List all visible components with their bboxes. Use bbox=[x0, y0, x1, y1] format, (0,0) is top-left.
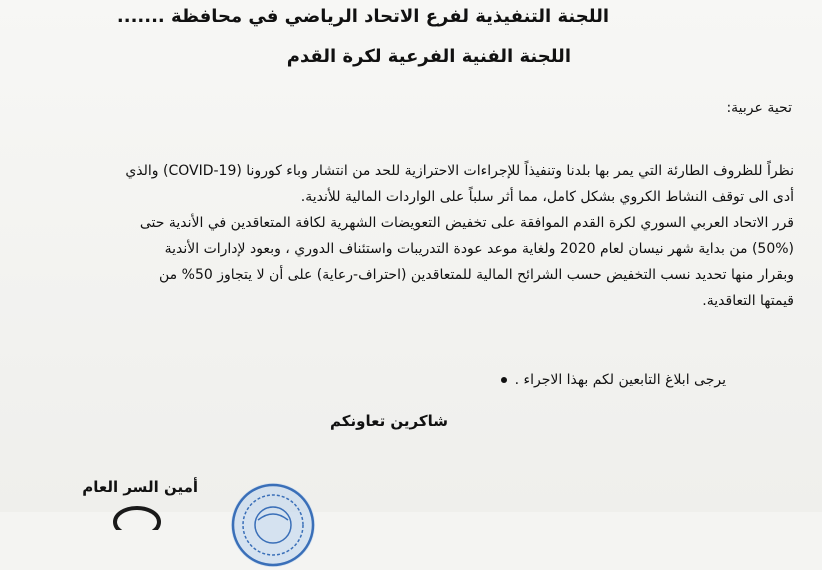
bullet-dot-icon bbox=[501, 377, 507, 383]
header-title-line1: اللجنة التنفيذية لفرع الاتحاد الرياضي في محافظة ....... bbox=[116, 6, 609, 27]
body-line: وبقرار منها تحديد نسب التخفيض حسب الشرائح المالية للمتعاقدين (احتراف-رعاية) على أن لا يتجاوز 50% من bbox=[159, 267, 794, 283]
signature-title: أمين السر العام bbox=[82, 478, 198, 496]
body-line: قيمتها التعاقدية. bbox=[702, 293, 794, 309]
greeting: تحية عربية: bbox=[726, 100, 792, 116]
body-line: أدى الى توقف النشاط الكروي بشكل كامل، مما أثر سلباً على الواردات المالية للأندية. bbox=[300, 189, 794, 205]
official-seal-icon bbox=[228, 480, 318, 570]
instruction-bullet bbox=[501, 372, 726, 388]
body-line: (50%) من بداية شهر نيسان لعام 2020 ولغاية موعد عودة التدريبات واستئناف الدوري ، وبعود لإدارات الأندية bbox=[164, 241, 794, 257]
closing-thanks: شاكرين تعاونكم bbox=[330, 412, 448, 430]
body-line: نظراً للظروف الطارئة التي يمر بها بلدنا وتنفيذاً للإجراءات الاحترازية للحد من انتشار وباء كورونا (COVID-19) والذي bbox=[125, 163, 794, 179]
body-line: قرر الاتحاد العربي السوري لكرة القدم الموافقة على تخفيض التعويضات الشهرية لكافة المتعاقدين في الأندية حتى bbox=[139, 215, 794, 231]
dark-stamp-icon bbox=[112, 500, 162, 530]
letter-body bbox=[34, 158, 794, 314]
bullet-text: يرجى ابلاغ التابعين لكم بهذا الاجراء . bbox=[514, 372, 726, 388]
header-title-line2: اللجنة الفنية الفرعية لكرة القدم bbox=[286, 46, 571, 67]
